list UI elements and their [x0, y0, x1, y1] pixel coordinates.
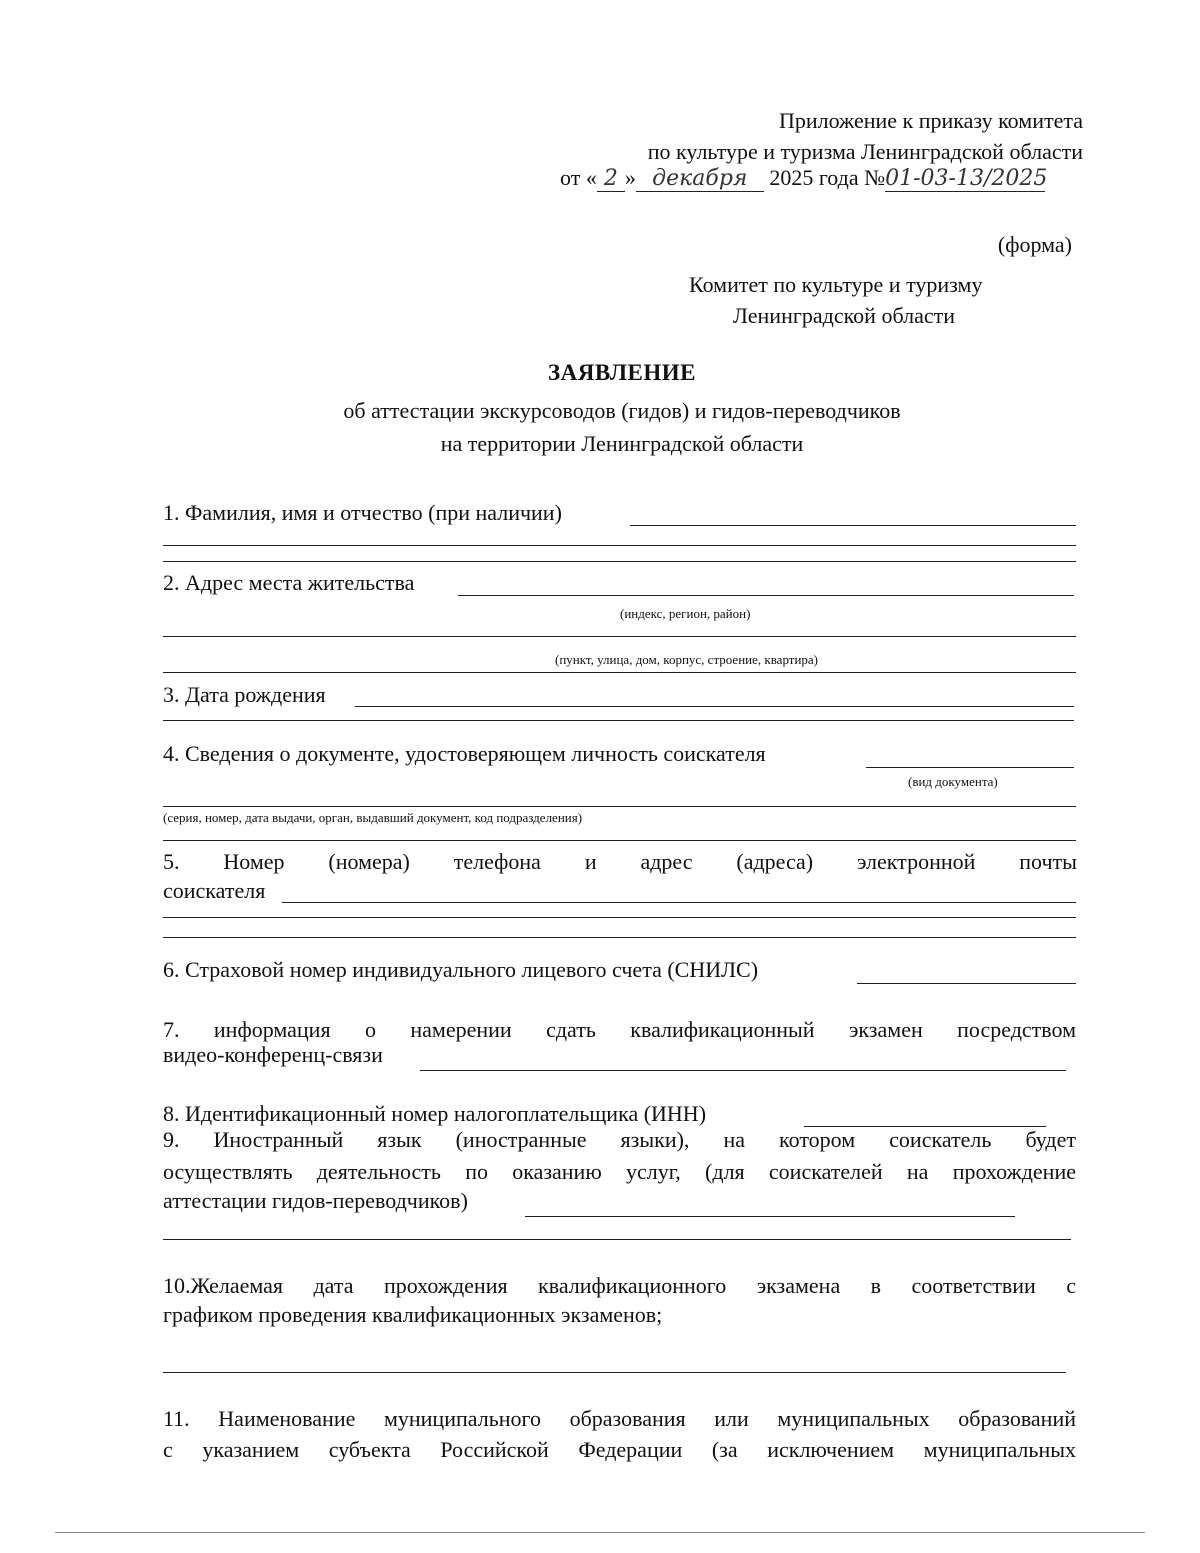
item-10-line-1: 10.Желаемая дата прохождения квалификационного экзамена в соответствии с	[163, 1273, 1076, 1298]
recipient-line-1: Комитет по культуре и туризму	[689, 272, 983, 297]
item-5-word: Номер	[223, 849, 285, 874]
recipient-line-2: Ленинградской области	[733, 303, 955, 328]
item-4-field-line[interactable]	[866, 767, 1074, 768]
item-2-field-line-2[interactable]	[163, 636, 1076, 637]
order-day: 2	[597, 166, 625, 192]
header-order-line	[560, 165, 1048, 192]
item-4-field-line-2[interactable]	[163, 806, 1076, 807]
item-5-word: почты	[1019, 849, 1077, 874]
item-1-label: 1. Фамилия, имя и отчество (при наличии)	[163, 500, 562, 525]
order-month: декабря	[636, 166, 764, 192]
item-4-label: 4. Сведения о документе, удостоверяющем личность соискателя	[163, 741, 766, 766]
item-7-field-line[interactable]	[420, 1070, 1066, 1071]
item-5-field-line[interactable]	[282, 902, 1076, 903]
item-11-line-1: 11. Наименование муниципального образования или муниципальных образований	[163, 1406, 1076, 1431]
item-3-field-line[interactable]	[355, 706, 1074, 707]
order-from-label: от «	[560, 165, 597, 190]
item-2-field-line[interactable]	[458, 595, 1074, 596]
document-subtitle-1: об аттестации экскурсоводов (гидов) и гидов-переводчиков	[343, 398, 901, 423]
item-7-line-2: видео-конференц-связи	[163, 1042, 383, 1067]
item-1-field-line-3[interactable]	[163, 561, 1076, 562]
item-2-hint-1: (индекс, регион, район)	[620, 606, 751, 621]
item-9-field-line-2[interactable]	[163, 1239, 1071, 1240]
item-5-line-2: соискателя	[163, 878, 266, 903]
item-6-label: 6. Страховой номер индивидуального лицевого счета (СНИЛС)	[163, 957, 759, 982]
item-2-hint-2: (пункт, улица, дом, корпус, строение, квартира)	[555, 652, 819, 667]
order-quote-close: »	[624, 165, 636, 190]
item-2-field-line-3[interactable]	[163, 672, 1076, 673]
item-4-field-line-3[interactable]	[163, 840, 1076, 841]
item-5-word: и	[584, 849, 597, 874]
item-3-field-line-2[interactable]	[163, 720, 1074, 721]
item-10-field-line[interactable]	[163, 1372, 1066, 1373]
item-5-word: (адреса)	[736, 849, 814, 874]
item-2-label: 2. Адрес места жительства	[163, 570, 415, 595]
item-4-hint-2: (серия, номер, дата выдачи, орган, выдавший документ, код подразделения)	[163, 810, 583, 825]
item-3-label: 3. Дата рождения	[163, 682, 326, 707]
form-label: (форма)	[997, 232, 1072, 257]
item-5-field-line-3[interactable]	[163, 937, 1076, 938]
item-5-word: электронной	[857, 849, 976, 874]
item-5-line-1	[163, 849, 1077, 875]
order-number: 01-03-13/2025	[885, 166, 1048, 191]
item-5-word: 5.	[163, 849, 180, 874]
item-1-field-line[interactable]	[630, 525, 1076, 526]
header-line-2: по культуре и туризма Ленинградской области	[647, 139, 1083, 164]
header-line-1: Приложение к приказу комитета	[778, 108, 1083, 133]
item-9-field-line[interactable]	[525, 1216, 1015, 1217]
page-bottom-rule	[55, 1532, 1145, 1533]
item-5-word: (номера)	[328, 849, 410, 874]
item-5-field-line-2[interactable]	[163, 917, 1076, 918]
item-1-field-line-2[interactable]	[163, 545, 1076, 546]
item-9-line-2: осуществлять деятельность по оказанию услуг, (для соискателей на прохождение	[163, 1159, 1076, 1184]
item-9-line-3: аттестации гидов-переводчиков)	[163, 1188, 468, 1213]
item-9-line-1: 9. Иностранный язык (иностранные языки), на котором соискатель будет	[163, 1127, 1076, 1152]
order-year-label: 2025 года №	[769, 165, 886, 190]
document-subtitle-2: на территории Ленинградской области	[440, 431, 804, 456]
document-title: ЗАЯВЛЕНИЕ	[548, 360, 696, 385]
item-5-word: адрес	[640, 849, 693, 874]
item-10-line-2: графиком проведения квалификационных экзаменов;	[163, 1302, 663, 1327]
item-7-line-1: 7. информация о намерении сдать квалификационный экзамен посредством	[163, 1017, 1076, 1042]
item-6-field-line[interactable]	[857, 983, 1076, 984]
item-11-line-2: с указанием субъекта Российской Федерации (за исключением муниципальных	[163, 1437, 1076, 1462]
item-5-word: телефона	[453, 849, 541, 874]
item-8-label: 8. Идентификационный номер налогоплательщика (ИНН)	[163, 1101, 707, 1126]
item-4-hint-1: (вид документа)	[908, 774, 998, 789]
